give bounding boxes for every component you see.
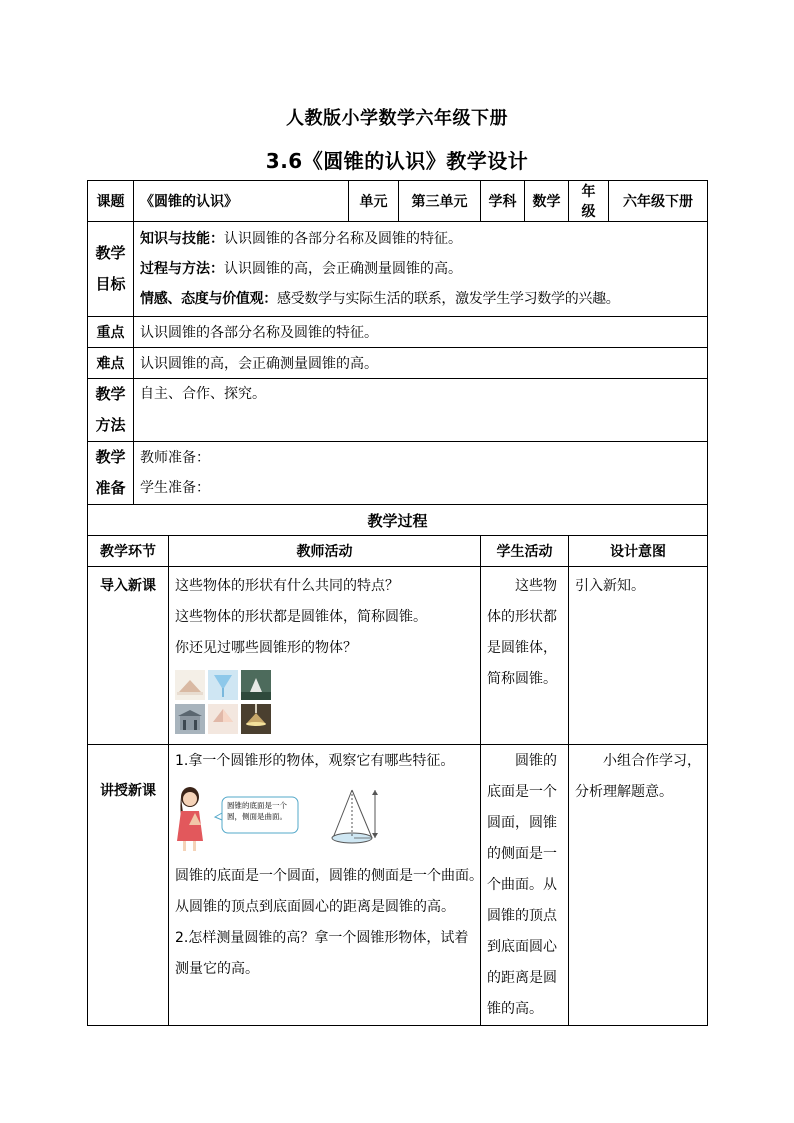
process-title: 教学过程 xyxy=(88,505,708,536)
goal-process-key: 过程与方法： xyxy=(140,261,224,277)
student-activity-intro: 这些物体的形状都是圆锥体，简称圆锥。 xyxy=(481,567,569,745)
goal-knowledge-text: 认识圆锥的各部分名称及圆锥的特征。 xyxy=(224,231,462,247)
student-activity-teach: 圆锥的底面是一个圆面，圆锥的侧面是一个曲面。从圆锥的顶点到底面圆心的距离是圆锥的高。 xyxy=(481,745,569,1026)
col-header-student: 学生活动 xyxy=(481,536,569,567)
process-row-intro xyxy=(88,567,708,745)
teacher-line: 你还见过哪些圆锥形的物体？ xyxy=(175,640,357,656)
goal-emotion-key: 情感、态度与价值观： xyxy=(140,291,277,307)
topic-value: 《圆锥的认识》 xyxy=(134,181,349,222)
building-icon xyxy=(175,704,205,734)
lesson-title: 3.6《圆锥的认识》教学设计 xyxy=(265,149,529,173)
teacher-line: 这些物体的形状有什么共同的特点？ xyxy=(175,578,399,594)
document-title: 人教版小学数学六年级下册 xyxy=(286,108,508,129)
tower-icon xyxy=(241,670,271,700)
key-point-label: 重点 xyxy=(88,317,134,348)
method-row xyxy=(88,379,708,442)
teacher-activity-intro xyxy=(169,567,481,745)
cone-observation-illustration xyxy=(175,783,474,853)
lampshade-icon xyxy=(208,704,238,734)
goal-emotion-text: 感受数学与实际生活的联系，激发学生学习数学的兴趣。 xyxy=(277,291,620,307)
grade-value: 六年级下册 xyxy=(609,181,708,222)
stage-intro: 导入新课 xyxy=(88,567,169,745)
funnel-icon xyxy=(208,670,238,700)
teacher-line: 从圆锥的顶点到底面圆心的距离是圆锥的高。 xyxy=(175,899,455,915)
teacher-line: 圆锥的底面是一个圆面，圆锥的侧面是一个曲面。 xyxy=(175,868,483,884)
student-prep: 学生准备： xyxy=(140,480,210,496)
unit-label: 单元 xyxy=(349,181,399,222)
goals-content xyxy=(134,222,708,317)
stage-teach: 讲授新课 xyxy=(88,745,169,1026)
speech-bubble-text: 圆锥的底面是一个圆，侧面是曲面。 xyxy=(227,801,287,821)
goal-process-text: 认识圆锥的高，会正确测量圆锥的高。 xyxy=(224,261,462,277)
header-row xyxy=(88,181,708,222)
teacher-prep: 教师准备： xyxy=(140,450,210,466)
grade-label: 年级 xyxy=(569,181,609,222)
sand-pile-icon xyxy=(175,670,205,700)
teacher-activity-teach xyxy=(169,745,481,1026)
girl-with-cone-icon xyxy=(175,783,465,853)
difficulty-row xyxy=(88,348,708,379)
lesson-plan-table xyxy=(87,180,708,1026)
difficulty-label: 难点 xyxy=(88,348,134,379)
prep-label: 教学准备 xyxy=(88,442,134,505)
subject-label: 学科 xyxy=(481,181,525,222)
intent-intro: 引入新知。 xyxy=(569,567,708,745)
goals-row xyxy=(88,222,708,317)
method-label: 教学方法 xyxy=(88,379,134,442)
cone-objects-gallery xyxy=(175,670,474,734)
col-header-teacher: 教师活动 xyxy=(169,536,481,567)
process-row-teach xyxy=(88,745,708,1026)
goals-label: 教学目标 xyxy=(88,222,134,317)
goal-knowledge-key: 知识与技能： xyxy=(140,231,224,247)
intent-teach: 小组合作学习，分析理解题意。 xyxy=(569,745,708,1026)
teacher-step1: 1.拿一个圆锥形的物体，观察它有哪些特征。 xyxy=(175,753,455,769)
col-header-intent: 设计意图 xyxy=(569,536,708,567)
lamp-icon xyxy=(241,704,271,734)
method-text: 自主、合作、探究。 xyxy=(134,379,708,442)
process-title-row xyxy=(88,505,708,536)
teacher-step2: 2.怎样测量圆锥的高？拿一个圆锥形物体，试着测量它的高。 xyxy=(175,930,469,977)
prep-content xyxy=(134,442,708,505)
teacher-line: 这些物体的形状都是圆锥体，简称圆锥。 xyxy=(175,609,427,625)
prep-row xyxy=(88,442,708,505)
col-header-stage: 教学环节 xyxy=(88,536,169,567)
unit-value: 第三单元 xyxy=(399,181,481,222)
topic-label: 课题 xyxy=(88,181,134,222)
difficulty-text: 认识圆锥的高，会正确测量圆锥的高。 xyxy=(134,348,708,379)
subject-value: 数学 xyxy=(525,181,569,222)
process-header-row xyxy=(88,536,708,567)
key-point-row xyxy=(88,317,708,348)
key-point-text: 认识圆锥的各部分名称及圆锥的特征。 xyxy=(134,317,708,348)
